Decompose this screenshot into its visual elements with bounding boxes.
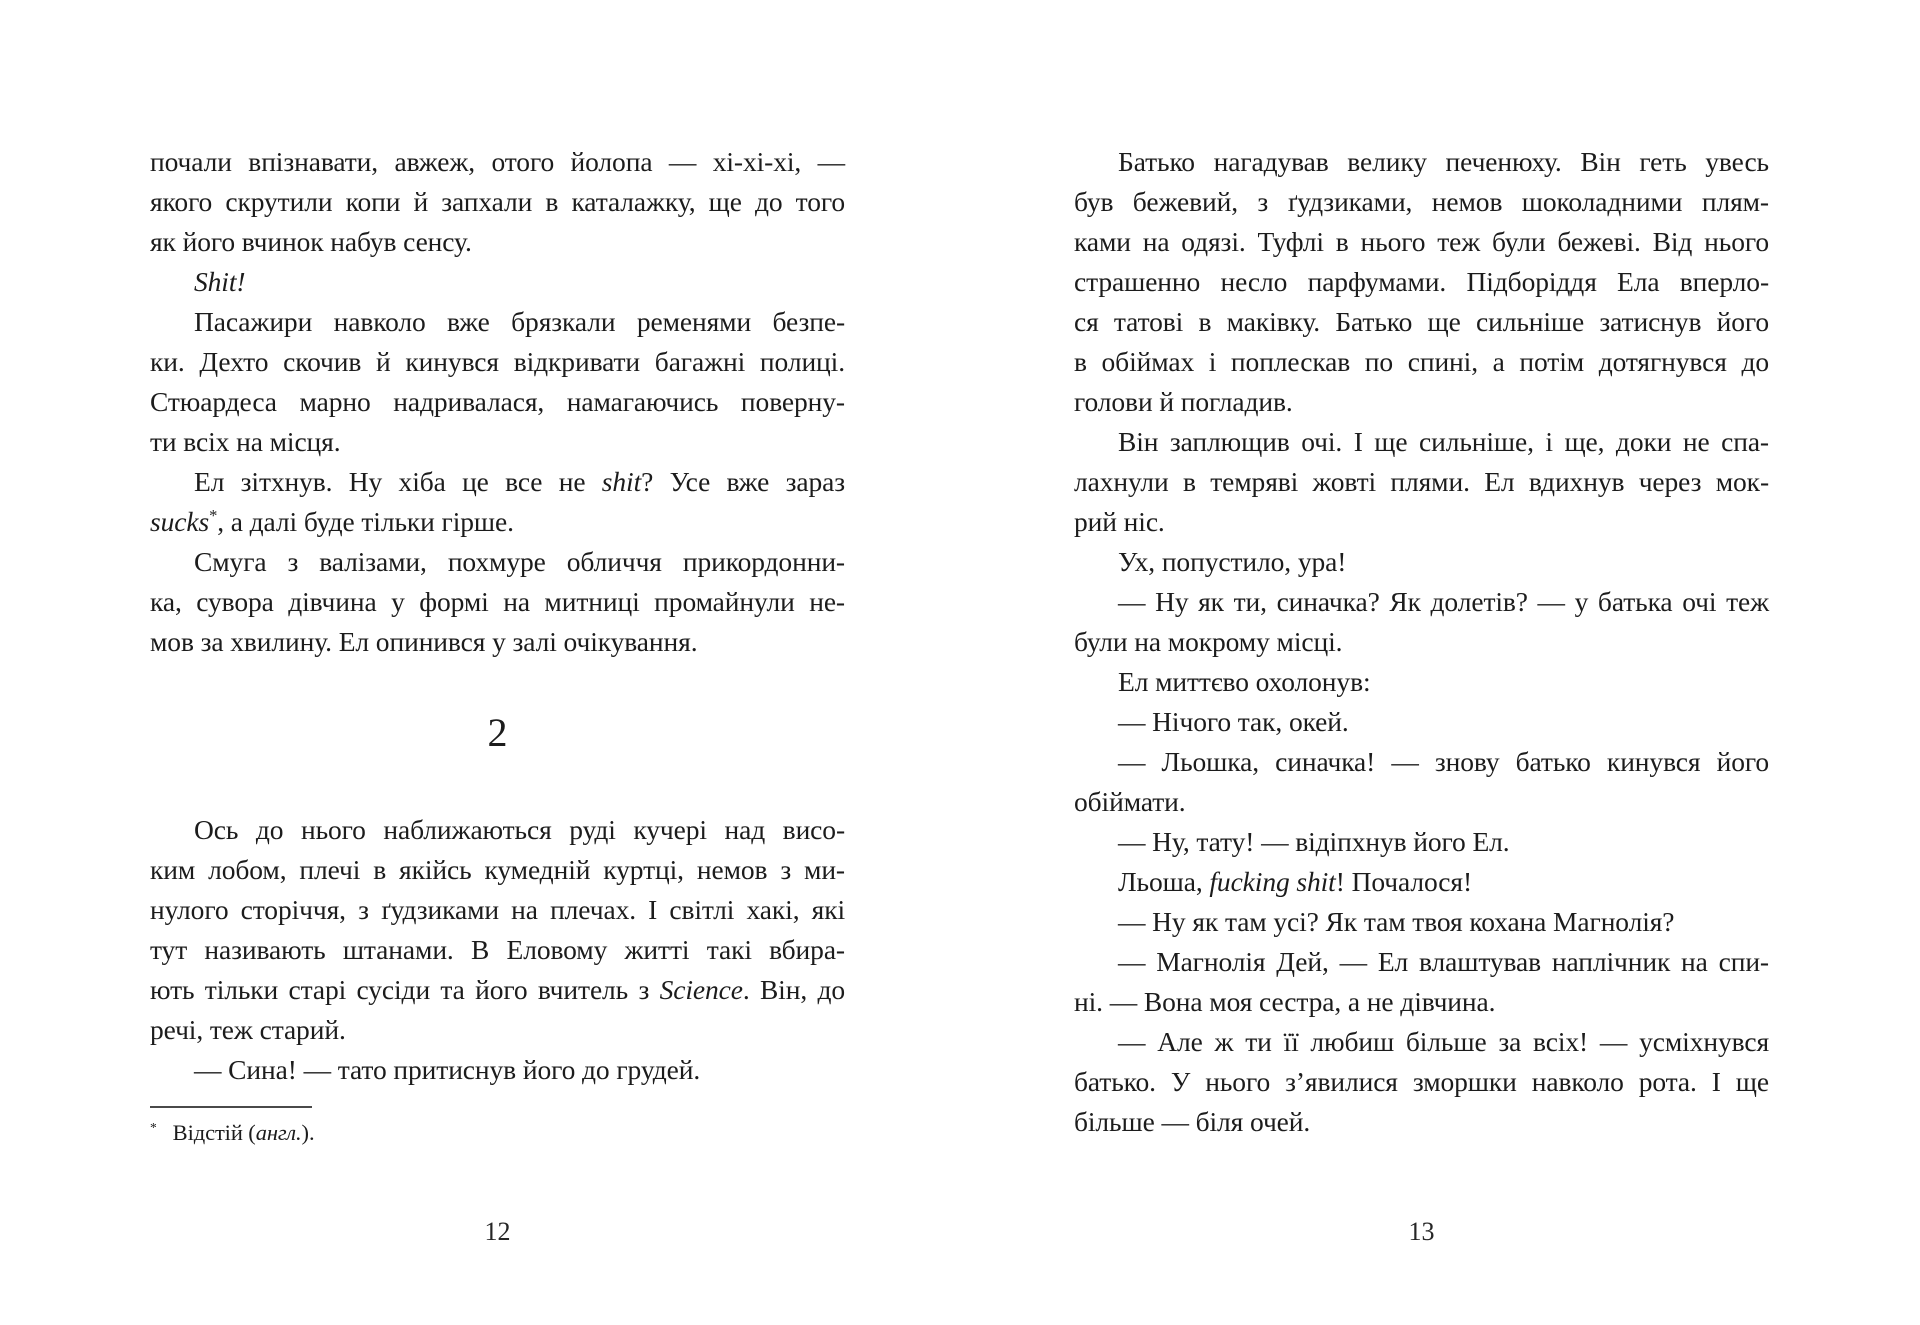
text-segment: були на мокрому місці. — [1074, 626, 1343, 657]
text-line — [150, 182, 845, 222]
footnote — [150, 1118, 845, 1148]
text-segment: ки. Дехто скочив й кинувся відкривати багажні полиці. — [150, 346, 845, 377]
text-segment: якого скрутили копи й запхали в каталажку, ще до того — [150, 186, 845, 217]
italic-text: fucking shit — [1209, 866, 1336, 897]
italic-text: Science — [659, 974, 743, 1005]
text-line — [1074, 262, 1769, 302]
left-paragraph-2 — [150, 810, 845, 1090]
text-line — [1074, 742, 1769, 782]
text-line — [1074, 422, 1769, 462]
text-line — [1074, 542, 1769, 582]
text-segment: Ел зітхнув. Ну хіба це все не — [194, 466, 602, 497]
left-page — [150, 142, 845, 1148]
page-number-right: 13 — [1408, 1217, 1435, 1246]
text-line — [150, 890, 845, 930]
text-segment: батько. У нього з’явилися зморшки навколо рота. І ще — [1074, 1066, 1769, 1097]
text-line — [150, 502, 845, 542]
text-segment: Батько нагадував велику печенюху. Він геть увесь — [1118, 146, 1769, 177]
text-segment: — Ну як там усі? Як там твоя кохана Магнолія? — [1118, 906, 1675, 937]
left-paragraph-1 — [150, 142, 845, 662]
text-segment: . Він, до — [742, 974, 845, 1005]
text-segment: голови й погладив. — [1074, 386, 1293, 417]
text-segment: ? Усе вже зараз — [641, 466, 845, 497]
text-segment: ні. — Вона моя сестра, а не дівчина. — [1074, 986, 1496, 1017]
text-line — [150, 850, 845, 890]
text-line — [150, 1010, 845, 1050]
italic-text: shit — [601, 466, 642, 497]
text-line — [1074, 382, 1769, 422]
text-segment: Пасажири навколо вже брязкали ременями безпе- — [194, 306, 845, 337]
text-line — [1074, 142, 1769, 182]
italic-text: sucks — [150, 506, 210, 537]
text-segment: Ось до нього наближаються руді кучері над висо- — [194, 814, 845, 845]
page-number-left: 12 — [484, 1217, 511, 1246]
text-line — [150, 142, 845, 182]
text-line — [150, 382, 845, 422]
text-line — [1074, 462, 1769, 502]
text-line — [1074, 342, 1769, 382]
text-segment: Він заплющив очі. І ще сильніше, і ще, доки не спа- — [1118, 426, 1769, 457]
text-segment: тут називають штанами. В Еловому житті такі вбира- — [150, 934, 845, 965]
italic-text: Shit! — [194, 266, 246, 297]
text-segment: ! Почалося! — [1335, 866, 1473, 897]
text-line — [150, 422, 845, 462]
text-segment: в обіймах і поплескав по спині, а потім дотягнувся до — [1074, 346, 1769, 377]
text-segment: обіймати. — [1074, 786, 1186, 817]
text-line — [150, 582, 845, 622]
text-line — [150, 970, 845, 1010]
text-segment: ). — [301, 1120, 315, 1145]
text-line — [1074, 942, 1769, 982]
section-heading: 2 — [487, 710, 508, 755]
text-line — [1074, 902, 1769, 942]
text-segment: Ел миттєво охолонув: — [1118, 666, 1371, 697]
text-segment: — Магнолія Дей, — Ел влаштував наплічник на спи- — [1118, 946, 1769, 977]
text-line — [1074, 582, 1769, 622]
text-line — [1074, 182, 1769, 222]
text-segment: — Ну як ти, синачка? Як долетів? — у батька очі теж — [1118, 586, 1769, 617]
text-segment: Ух, попустило, ура! — [1118, 546, 1347, 577]
text-segment: нулого сторіччя, з ґудзиками на плечах. І світлі хакі, які — [150, 894, 845, 925]
text-segment: почали впізнавати, авжеж, отого йолопа — хі-хі-хі, — — [150, 146, 845, 177]
text-segment: ся татові в маківку. Батько ще сильніше затиснув його — [1074, 306, 1769, 337]
text-segment: страшенно несло парфумами. Підборіддя Ела вперло- — [1074, 266, 1769, 297]
text-segment: речі, теж старий. — [150, 1014, 346, 1045]
text-line — [150, 930, 845, 970]
right-paragraphs — [1074, 142, 1769, 1142]
text-segment: ками на одязі. Туфлі в нього теж були бежеві. Від нього — [1074, 226, 1769, 257]
text-line — [1074, 822, 1769, 862]
italic-text: англ. — [255, 1120, 302, 1145]
text-segment: Льоша, — [1118, 866, 1210, 897]
text-line — [150, 542, 845, 582]
text-line — [1074, 222, 1769, 262]
text-line — [1074, 1102, 1769, 1142]
text-segment: — Нічого так, окей. — [1118, 706, 1349, 737]
text-segment: ка, сувора дівчина у формі на митниці промайнули не- — [150, 586, 845, 617]
text-segment: Стюардеса марно надривалася, намагаючись поверну- — [150, 386, 845, 417]
footnote-marker: * — [150, 1119, 157, 1135]
text-line — [1074, 862, 1769, 902]
text-line — [1074, 622, 1769, 662]
text-line — [150, 810, 845, 850]
text-line — [1074, 502, 1769, 542]
text-line — [1074, 302, 1769, 342]
text-line — [150, 342, 845, 382]
text-segment: — Але ж ти її любиш більше за всіх! — усміхнувся — [1118, 1026, 1769, 1057]
text-segment: рий ніс. — [1074, 506, 1165, 537]
text-line — [150, 222, 845, 262]
text-segment: ким лобом, плечі в якійсь кумедній куртці, немов з ми- — [150, 854, 845, 885]
text-line — [1074, 782, 1769, 822]
text-segment: мов за хвилину. Ел опинився у залі очікування. — [150, 626, 698, 657]
text-segment: як його вчинок набув сенсу. — [150, 226, 472, 257]
footnote-rule — [150, 1106, 312, 1108]
right-page — [1074, 142, 1769, 1142]
text-line — [1074, 662, 1769, 702]
text-segment: , а далі буде тільки гірше. — [217, 506, 514, 537]
text-line — [1074, 1062, 1769, 1102]
text-segment: Відстій ( — [172, 1120, 256, 1145]
text-segment: Смуга з валізами, похмуре обличчя прикордонни- — [194, 546, 845, 577]
text-segment: — Ну, тату! — відіпхнув його Ел. — [1118, 826, 1510, 857]
text-segment: більше — біля очей. — [1074, 1106, 1311, 1137]
text-line — [150, 262, 845, 302]
text-line — [150, 302, 845, 342]
text-segment: ти всіх на місця. — [150, 426, 341, 457]
text-segment: — Льошка, синачка! — знову батько кинувся його — [1118, 746, 1769, 777]
text-line — [150, 1050, 845, 1090]
text-line — [150, 622, 845, 662]
text-line — [1074, 982, 1769, 1022]
text-segment: — Сина! — тато притиснув його до грудей. — [194, 1054, 701, 1085]
text-line — [1074, 702, 1769, 742]
text-segment: ють тільки старі сусіди та його вчитель з — [150, 974, 660, 1005]
text-line — [1074, 1022, 1769, 1062]
text-segment: був бежевий, з ґудзиками, немов шоколадними плям- — [1074, 186, 1769, 217]
text-line — [150, 462, 845, 502]
footnote-marker-ref: * — [209, 505, 218, 525]
text-segment: лахнули в темряві жовті плями. Ел вдихнув через мок- — [1074, 466, 1769, 497]
